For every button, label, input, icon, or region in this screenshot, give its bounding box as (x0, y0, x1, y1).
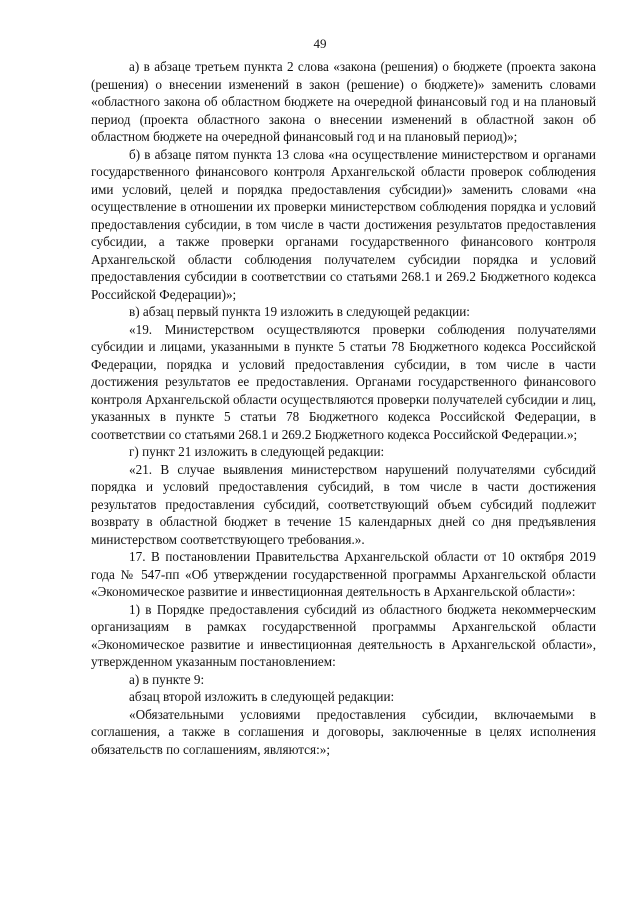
paragraph-item-21-text: «21. В случае выявления министерством нарушений получателями субсидий порядка и условий предоставления субсидий, в том числе в части достижения результатов предоставления субсидий, соответствующий объем субсидий подлежит возврату в областной бюджет в течение 15 календарных дней со дня предъявления министерством соответствующего требования.». (91, 461, 596, 547)
paragraph-v-item-19-intro: в) абзац первый пункта 19 изложить в следующей редакции: (129, 304, 470, 319)
paragraph-a-budget-law: а) в абзаце третьем пункта 2 слова «закона (решения) о бюджете (проекта закона (решения) о внесении изменений в закон (решение) о бюджете)» заменить словами «областного закона об областном бюджете на очередной финансовый год и на плановый период (проекта областного закона о внесении изменений в областной закон об областном бюджете на очередной финансовый год и на плановый период)»; (91, 59, 596, 144)
paragraph-mandatory-conditions: «Обязательными условиями предоставления субсидии, включаемыми в соглашения, а также в соглашения и договоры, заключенные в целях исполнения обязательств по соглашениям, являются:»; (91, 706, 596, 757)
paragraph-17-resolution: 17. В постановлении Правительства Архангельской области от 10 октября 2019 года № 547-пп «Об утверждении государственной программы Архангельской области «Экономическое развитие и инвестиционная деятельность в Архангельской области»: (91, 549, 596, 599)
page-number: 49 (313, 36, 327, 51)
paragraph-a-item-9: а) в пункте 9: (129, 671, 205, 687)
paragraph-g-item-21-intro: г) пункт 21 изложить в следующей редакции: (129, 444, 385, 459)
document-body (91, 58, 596, 758)
paragraph-b-control-checks: б) в абзаце пятом пункта 13 слова «на осуществление министерством и органами государственного финансового контроля Архангельской области проверок соблюдения ими условий, целей и порядка предоставления субсидии)» заменить словами «на осуществление в отношении их проверки министерством соблюдения порядка и условий предоставления субсидии, в том числе в части достижения результатов предоставления субсидии, а также проверки органами государственного финансового контроля Архангельской области соблюдения получателем субсидии порядка и условий предоставления субсидии в соответствии со статьями 268.1 и 269.2 Бюджетного кодекса Российской Федерации)»; (91, 146, 596, 302)
paragraph-second-abzac: абзац второй изложить в следующей редакции: (129, 689, 395, 704)
paragraph-1-subsidy-procedure: 1) в Порядке предоставления субсидий из областного бюджета некоммерческим организациям в рамках государственной программы Архангельской области «Экономическое развитие и инвестиционная деятельность в Архангельской области», утвержденном указанным постановлением: (91, 601, 596, 669)
paragraph-item-19-text: «19. Министерством осуществляются проверки соблюдения получателями субсидии и лицами, указанными в пункте 5 статьи 78 Бюджетного кодекса Российской Федерации, порядка и условий предоставления субсидии, в том числе в части достижения результатов ее предоставления. Органами государственного финансового контроля Архангельской области осуществляются проверки получателей субсидии и лиц, указанных в пункте 5 статьи 78 Бюджетного кодекса Российской Федерации, в соответствии со статьями 268.1 и 269.2 Бюджетного кодекса Российской Федерации.»; (91, 321, 596, 442)
